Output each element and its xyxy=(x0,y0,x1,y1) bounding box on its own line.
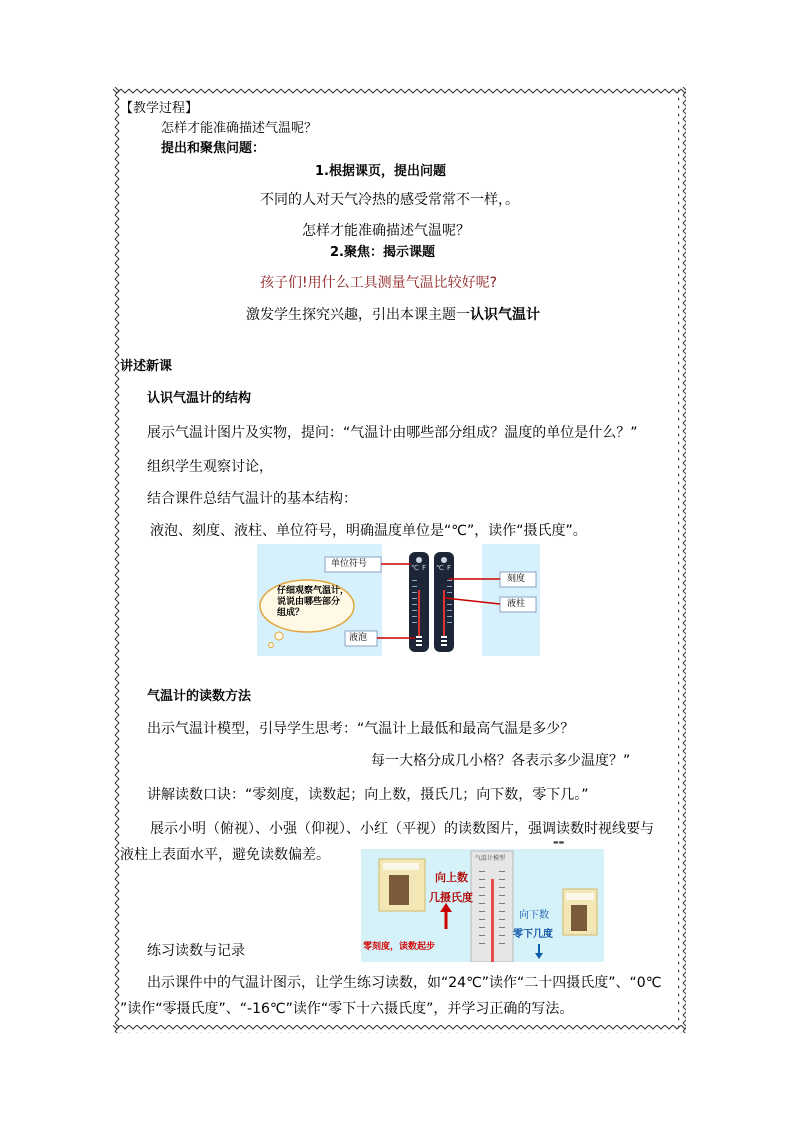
part1-p4: 液泡、刻度、液柱、单位符号，明确温度单位是“℃”，读作“摄氏度”。 xyxy=(150,523,587,539)
label-scale: 刻度 xyxy=(507,574,526,584)
part2-title: 气温计的读数方法 xyxy=(147,689,252,704)
part1-p1: 展示气温计图片及实物，提问：“气温计由哪些部分组成？温度的单位是什么？” xyxy=(147,425,638,441)
unit-f-right: F xyxy=(447,564,452,572)
step2-question: 孩子们!用什么工具测量气温比较好呢? xyxy=(260,275,498,291)
step2-summary-prefix: 激发学生探究兴趣，引出本课主题一 xyxy=(246,307,470,323)
intro-question: 怎样才能准确描述气温呢？ xyxy=(161,121,318,136)
bubble-line-2: 说说由哪些部分 xyxy=(277,597,341,607)
new-lesson-heading: 讲述新课 xyxy=(120,359,173,374)
part3-title: 练习读数与记录 xyxy=(147,943,245,959)
part2-p4b: 液柱上表面水平，避免读数偏差。 xyxy=(120,847,330,863)
part3-p1b: ”读作“零摄氏度”、“-16℃”读作“零下十六摄氏度”，并学习正确的写法。 xyxy=(120,1001,574,1017)
unit-c-right: ℃ xyxy=(436,564,444,572)
label-unit: 单位符号 xyxy=(331,559,368,569)
part1-p2: 组织学生观察讨论， xyxy=(147,459,273,475)
model-title: 气温计模型 xyxy=(475,855,506,862)
unit-c-left: ℃ xyxy=(411,564,419,572)
part1-p3: 结合课件总结气温计的基本结构： xyxy=(147,491,357,507)
liquid-column-right xyxy=(443,590,445,636)
header-mark: ▬▬ xyxy=(553,839,565,846)
part2-p3: 讲解读数口诀：“零刻度，读数起；向上数，摄氏几；向下数，零下几。” xyxy=(147,787,589,803)
step1-title: 1.根据课页，提出问题 xyxy=(315,164,446,179)
label-bulb: 液泡 xyxy=(349,633,368,643)
zero-start-label: 零刻度，读数起步 xyxy=(363,942,436,952)
mini-thermometer-left xyxy=(389,875,409,905)
part2-p4a: 展示小明（俯视）、小强（仰视）、小红（平视）的读数图片，强调读数时视线要与 xyxy=(150,821,654,837)
step1-text1: 不同的人对天气冷热的感受常常不一样，。 xyxy=(260,192,519,208)
part1-title: 认识气温计的结构 xyxy=(147,391,252,406)
liquid-column-left xyxy=(418,590,420,636)
up-count-label: 向上数 xyxy=(435,871,468,884)
model-liquid-column xyxy=(491,879,494,962)
step2-summary xyxy=(246,306,540,324)
part3-p1a: 出示课件中的气温计图示，让学生练习读数，如“24℃”读作“二十四摄氏度”、“0℃ xyxy=(147,975,662,991)
thermometer-structure-figure xyxy=(257,544,540,656)
step1-text2: 怎样才能准确描述气温呢？ xyxy=(302,223,470,239)
mini-thermometer-right xyxy=(571,905,587,931)
step2-title: 2.聚焦：揭示课题 xyxy=(330,245,435,260)
bubble-line-3: 组成？ xyxy=(277,608,305,618)
unit-f-left: F xyxy=(422,564,427,572)
raise-focus-heading: 提出和聚焦问题： xyxy=(161,141,266,156)
step2-summary-topic: 认识气温计 xyxy=(470,307,540,323)
down-below-label: 零下几度 xyxy=(513,929,553,940)
label-column: 液柱 xyxy=(507,599,526,609)
part2-p1: 出示气温计模型，引导学生思考：“气温计上最低和最高气温是多少？ xyxy=(147,721,575,737)
bubble-line-1: 仔细观察气温计， xyxy=(277,586,350,596)
part2-p2: 每一大格分成几小格？各表示多少温度？” xyxy=(371,753,631,769)
reading-method-figure xyxy=(361,839,604,962)
section-title: 【教学过程】 xyxy=(120,101,199,116)
down-count-label: 向下数 xyxy=(519,910,549,921)
up-degrees-label: 几摄氏度 xyxy=(429,891,473,904)
